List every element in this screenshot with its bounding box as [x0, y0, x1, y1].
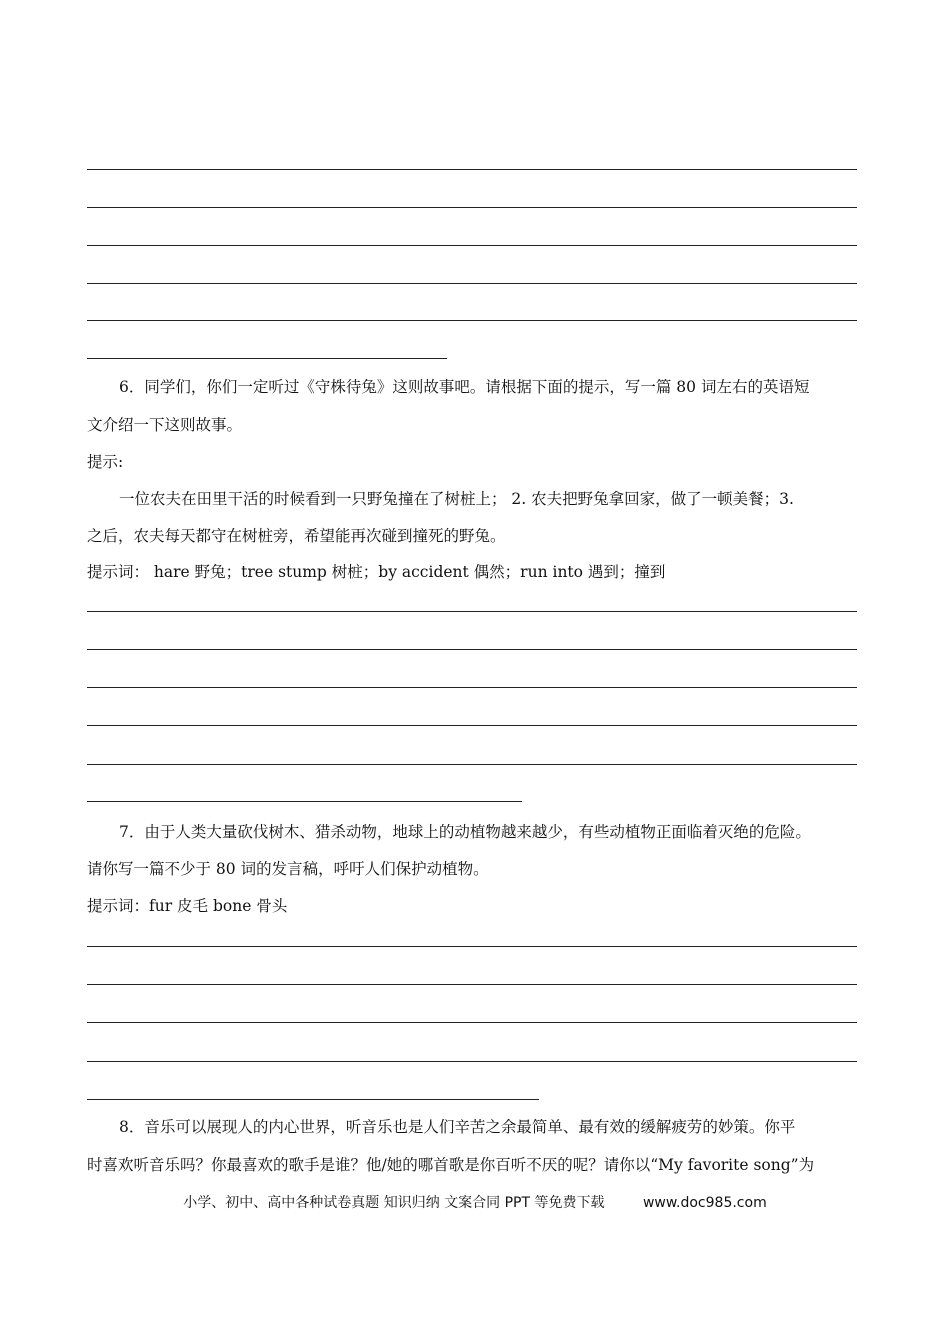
answer-line: [87, 245, 857, 246]
q6-hint-line2: 之后，农夫每天都守在树桩旁，希望能再次碰到撞死的野兔。: [87, 527, 506, 545]
answer-line-short: [87, 801, 522, 802]
q7-intro-line2: 请你写一篇不少于 80 词的发言稿，呼吁人们保护动植物。: [87, 860, 489, 878]
answer-line: [87, 611, 857, 612]
footer-site-link[interactable]: www.doc985.com: [642, 1195, 767, 1211]
q7-intro-line1: 7．由于人类大量砍伐树木、猎杀动物，地球上的动植物越来越少，有些动植物正面临着灭绝的危险。: [119, 823, 811, 841]
q6-keywords: 提示词： hare 野兔；tree stump 树桩；by accident 偶然；run into 遇到；撞到: [87, 563, 666, 581]
page-footer: [0, 1192, 950, 1212]
answer-line: [87, 946, 857, 947]
answer-line: [87, 169, 857, 170]
q7-keywords: 提示词：fur 皮毛 bone 骨头: [87, 897, 288, 915]
q8-intro-line2: 时喜欢听音乐吗？你最喜欢的歌手是谁？他/她的哪首歌是你百听不厌的呢？请你以“My favorite song”为: [87, 1156, 815, 1174]
answer-line: [87, 320, 857, 321]
answer-line: [87, 207, 857, 208]
answer-line: [87, 649, 857, 650]
answer-line: [87, 283, 857, 284]
answer-line: [87, 687, 857, 688]
answer-line: [87, 984, 857, 985]
footer-text: 小学、初中、高中各种试卷真题 知识归纳 文案合同 PPT 等免费下载: [183, 1195, 605, 1211]
answer-line-short: [87, 358, 447, 359]
answer-line: [87, 1022, 857, 1023]
q6-intro-line1: 6．同学们，你们一定听过《守株待兔》这则故事吧。请根据下面的提示，写一篇 80 词左右的英语短: [119, 378, 810, 396]
q8-intro-line1: 8．音乐可以展现人的内心世界，听音乐也是人们辛苦之余最简单、最有效的缓解疲劳的妙策。你平: [119, 1118, 796, 1136]
answer-line: [87, 764, 857, 765]
answer-line-short: [87, 1099, 539, 1100]
q6-hint-line1: 一位农夫在田里干活的时候看到一只野兔撞在了树桩上； 2. 农夫把野兔拿回家，做了一顿美餐；3.: [119, 490, 794, 508]
answer-line: [87, 725, 857, 726]
answer-line: [87, 1061, 857, 1062]
q6-intro-line2: 文介绍一下这则故事。: [87, 416, 243, 434]
q6-hint-label: 提示:: [87, 453, 124, 471]
